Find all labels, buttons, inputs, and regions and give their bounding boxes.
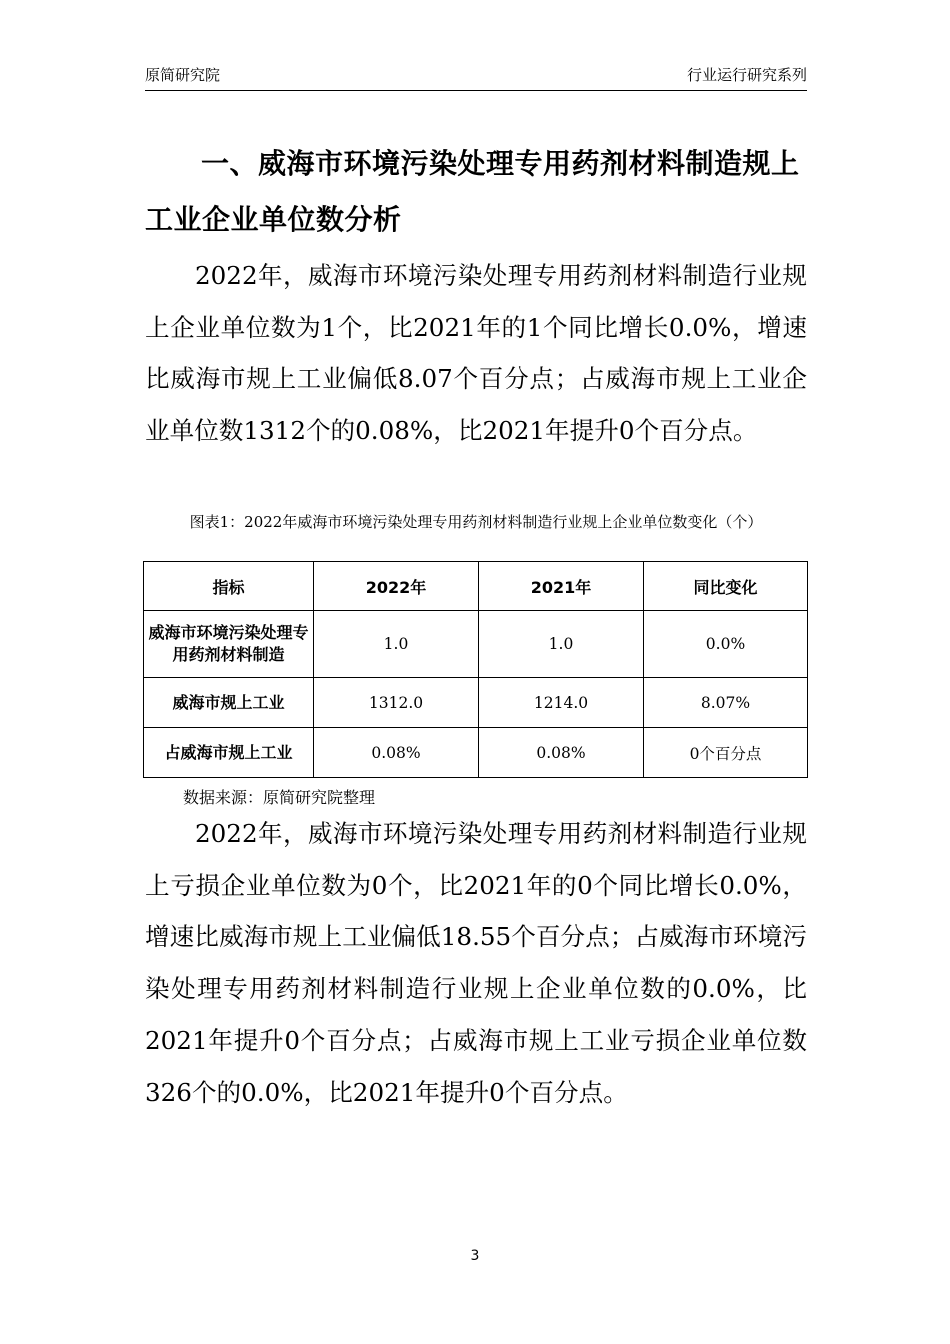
table-caption: 图表1：2022年威海市环境污染处理专用药剂材料制造行业规上企业单位数变化（个） xyxy=(189,513,763,531)
section-title: 一、威海市环境污染处理专用药剂材料制造规上工业企业单位数分析 xyxy=(145,147,800,236)
paragraph-2: 2022年，威海市环境污染处理专用药剂材料制造行业规上亏损企业单位数为0个，比2021年的0个同比增长0.0%，增速比威海市规上工业偏低18.55个百分点；占威海市环境污染处理专用药剂材料制造行业规上企业单位数的0.0%，比2021年提升0个百分点；占威海市规上工业亏损企业单位数326个的0.0%，比2021年提升0个百分点。 xyxy=(145,819,807,1107)
paragraph-1: 2022年，威海市环境污染处理专用药剂材料制造行业规上企业单位数为1个，比2021年的1个同比增长0.0%，增速比威海市规上工业偏低8.07个百分点；占威海市规上工业企业单位数1312个的0.08%，比2021年提升0个百分点。 xyxy=(145,261,807,446)
header-indicator: 指标 xyxy=(144,562,314,611)
table-row xyxy=(144,678,808,728)
table-row xyxy=(144,611,808,678)
table-row xyxy=(144,728,808,778)
row-label: 占威海市规上工业 xyxy=(144,728,314,778)
cell-2022: 1.0 xyxy=(314,611,479,678)
cell-2022: 0.08% xyxy=(314,728,479,778)
cell-change: 8.07% xyxy=(644,678,808,728)
table-header-row xyxy=(144,562,808,611)
page-number: 3 xyxy=(470,1248,480,1264)
header-2021: 2021年 xyxy=(479,562,644,611)
source-note: 数据来源：原简研究院整理 xyxy=(183,788,376,807)
header-left-text: 原简研究院 xyxy=(145,66,221,84)
page-header xyxy=(145,62,807,91)
header-right-text: 行业运行研究系列 xyxy=(686,66,807,84)
row-label: 威海市环境污染处理专用药剂材料制造 xyxy=(144,611,314,678)
cell-change: 0.0% xyxy=(644,611,808,678)
cell-2021: 1.0 xyxy=(479,611,644,678)
cell-2021: 0.08% xyxy=(479,728,644,778)
cell-change: 0个百分点 xyxy=(644,728,808,778)
cell-2022: 1312.0 xyxy=(314,678,479,728)
row-label: 威海市规上工业 xyxy=(144,678,314,728)
header-2022: 2022年 xyxy=(314,562,479,611)
cell-2021: 1214.0 xyxy=(479,678,644,728)
header-yoy-change: 同比变化 xyxy=(644,562,808,611)
data-table xyxy=(143,561,808,778)
